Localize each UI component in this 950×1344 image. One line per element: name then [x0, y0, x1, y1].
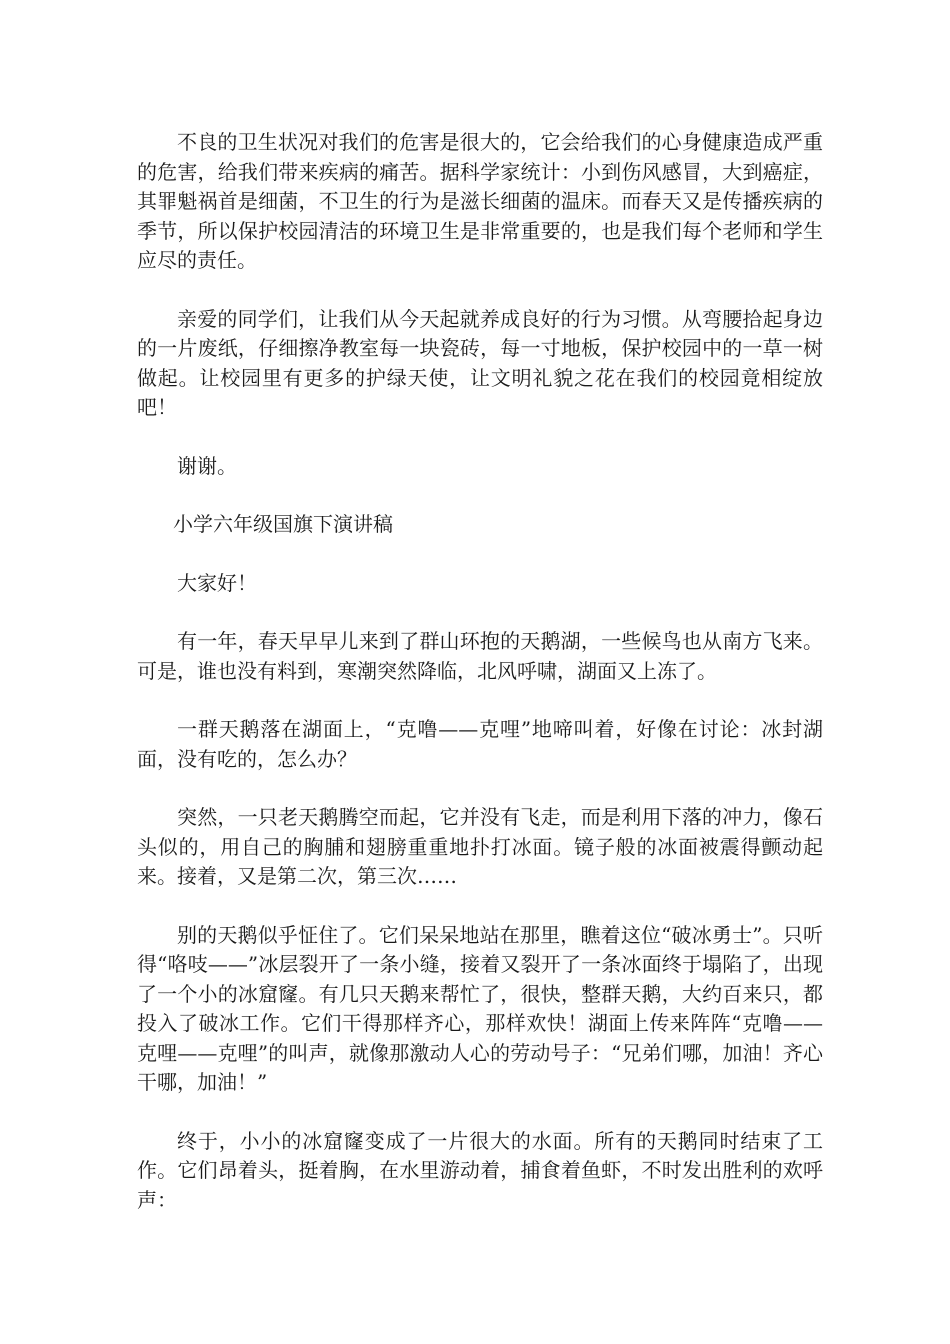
story-paragraph: 有一年，春天早早儿来到了群山环抱的天鹅湖，一些候鸟也从南方飞来。可是，谁也没有料到，寒潮突然降临，北风呼啸，湖面又上冻了。 — [137, 629, 823, 683]
story-paragraph: 别的天鹅似乎怔住了。它们呆呆地站在那里，瞧着这位“破冰勇士”。只听得“咯吱——”冰层裂开了一条小缝，接着又裂开了一条冰面终于塌陷了，出现了一个小的冰窟窿。有几只天鹅来帮忙了，很快，整群天鹅，大约百来只，都投入了破冰工作。它们干得那样齐心，那样欢快！湖面上传来阵阵“克噜——克哩——克哩”的叫声，就像那激动人心的劳动号子：“兄弟们哪，加油！齐心干哪，加油！” — [137, 922, 823, 1094]
story-paragraph: 终于，小小的冰窟窿变成了一片很大的水面。所有的天鹅同时结束了工作。它们昂着头，挺着胸，在水里游动着，捕食着鱼虾，不时发出胜利的欢呼声： — [137, 1128, 823, 1212]
story-paragraph: 突然，一只老天鹅腾空而起，它并没有飞走，而是利用下落的冲力，像石头似的，用自己的胸脯和翅膀重重地扑打冰面。镜子般的冰面被震得颤动起来。接着，又是第二次，第三次…… — [137, 805, 823, 888]
section-title: 小学六年级国旗下演讲稿 — [173, 512, 393, 536]
paragraph-thanks: 谢谢。 — [177, 453, 237, 478]
paragraph-call-to-action: 亲爱的同学们，让我们从今天起就养成良好的行为习惯。从弯腰拾起身边的一片废纸，仔细擦净教室每一块瓷砖，每一寸地板，保护校园中的一草一树做起。让校园里有更多的护绿天使，让文明礼貌之花在我们的校园竟相绽放吧！ — [137, 306, 823, 419]
document-body — [137, 128, 823, 1244]
paragraph-hygiene-harm: 不良的卫生状况对我们的危害是很大的，它会给我们的心身健康造成严重的危害，给我们带来疾病的痛苦。据科学家统计：小到伤风感冒，大到癌症，其罪魁祸首是细菌，不卫生的行为是滋长细菌的温床。而春天又是传播疾病的季节，所以保护校园清洁的环境卫生是非常重要的，也是我们每个老师和学生应尽的责任。 — [137, 130, 823, 272]
greeting: 大家好！ — [177, 570, 257, 595]
story-paragraph: 一群天鹅落在湖面上，“克噜——克哩”地啼叫着，好像在讨论：冰封湖面，没有吃的，怎么办？ — [137, 717, 823, 771]
